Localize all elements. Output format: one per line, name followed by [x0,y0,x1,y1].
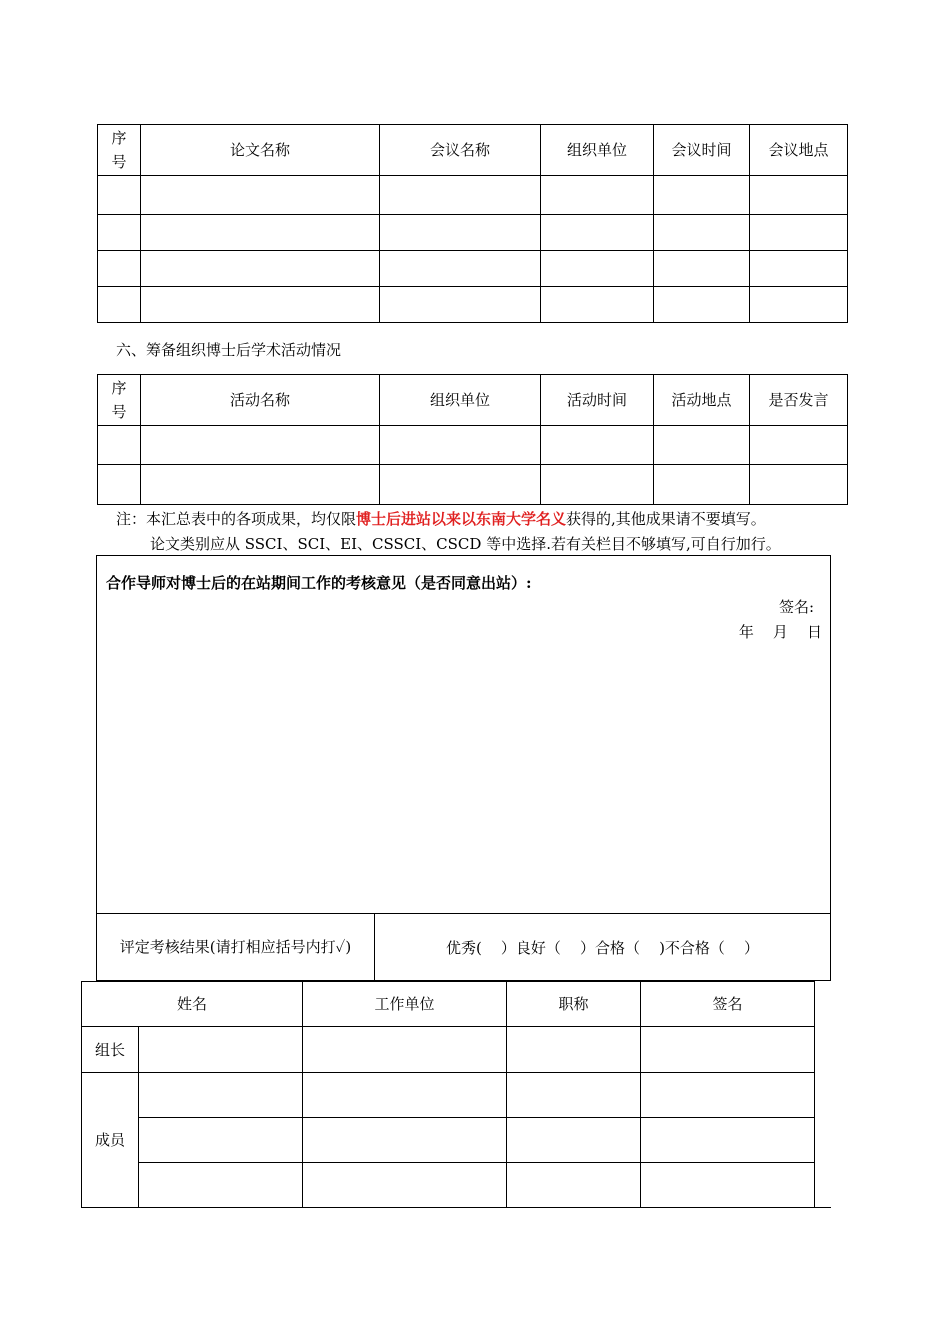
table-row [98,176,848,215]
header-title: 职称 [507,982,641,1027]
member-row [82,1118,815,1163]
result-options[interactable]: 优秀( ）良好（ ）合格（ )不合格（ ） [446,938,759,957]
table-cell[interactable] [641,1163,815,1208]
member-row [82,1073,815,1118]
table-cell[interactable] [98,215,141,251]
table-row [98,251,848,287]
table-cell[interactable] [98,251,141,287]
table-cell[interactable] [380,251,541,287]
header-seq: 序号 [98,375,141,426]
table-cell[interactable] [541,251,654,287]
papers-table [97,124,848,323]
header-signature: 签名 [641,982,815,1027]
table-cell[interactable] [641,1073,815,1118]
supervisor-title: 合作导师对博士后的在站期间工作的考核意见（是否同意出站）: [106,574,532,592]
table-cell[interactable] [380,215,541,251]
table-cell[interactable] [750,176,848,215]
leader-label: 组长 [82,1027,139,1073]
table-cell[interactable] [507,1073,641,1118]
table-cell[interactable] [507,1027,641,1073]
trailing-rule [815,1207,831,1208]
note-line-2: 论文类别应从 SSCI、SCI、EI、CSSCI、CSCD 等中选择.若有关栏目不够填写,可自行加行。 [150,535,781,553]
note-highlight: 博士后进站以来以东南大学名义 [356,510,567,528]
activities-header-row [98,375,848,426]
note-prefix: 注：本汇总表中的各项成果，均仅限 [116,510,357,528]
table-cell[interactable] [303,1163,507,1208]
table-cell[interactable] [654,176,750,215]
table-cell[interactable] [139,1027,303,1073]
header-conference-time: 会议时间 [654,125,750,176]
table-row [98,287,848,323]
table-cell[interactable] [654,465,750,505]
result-row [96,913,831,981]
note-line-1 [116,508,766,530]
table-cell[interactable] [141,251,380,287]
table-cell[interactable] [641,1118,815,1163]
date-label: 年 月 日 [738,623,822,641]
table-cell[interactable] [541,215,654,251]
section6-title: 六、筹备组织博士后学术活动情况 [116,341,342,359]
note-suffix: 获得的,其他成果请不要填写。 [566,510,766,528]
table-cell[interactable] [141,176,380,215]
header-organizer: 组织单位 [380,375,541,426]
table-cell[interactable] [750,465,848,505]
table-cell[interactable] [750,426,848,465]
table-cell[interactable] [654,426,750,465]
panel-header-row [82,982,815,1027]
header-paper-name: 论文名称 [141,125,380,176]
table-cell[interactable] [141,215,380,251]
header-activity-location: 活动地点 [654,375,750,426]
header-activity-name: 活动名称 [141,375,380,426]
table-row [98,465,848,505]
leader-row [82,1027,815,1073]
member-row [82,1163,815,1208]
header-name: 姓名 [82,982,303,1027]
table-cell[interactable] [139,1073,303,1118]
result-label: 评定考核结果(请打相应括号内打✓) [119,938,352,956]
table-cell[interactable] [380,176,541,215]
table-cell[interactable] [141,426,380,465]
table-row [98,426,848,465]
table-cell[interactable] [98,287,141,323]
table-row [98,215,848,251]
table-cell[interactable] [380,287,541,323]
panel-table [81,981,815,1208]
table-cell[interactable] [541,287,654,323]
header-organizer: 组织单位 [541,125,654,176]
table-cell[interactable] [380,465,541,505]
table-cell[interactable] [303,1073,507,1118]
supervisor-opinion-box[interactable] [96,555,831,914]
header-spoke: 是否发言 [750,375,848,426]
table-cell[interactable] [98,465,141,505]
table-cell[interactable] [141,465,380,505]
result-label-cell [97,914,375,980]
header-conference-location: 会议地点 [750,125,848,176]
table-cell[interactable] [98,176,141,215]
table-cell[interactable] [303,1118,507,1163]
table-cell[interactable] [139,1118,303,1163]
table-cell[interactable] [380,426,541,465]
header-work-unit: 工作单位 [303,982,507,1027]
table-cell[interactable] [541,176,654,215]
table-cell[interactable] [750,251,848,287]
header-conference-name: 会议名称 [380,125,541,176]
header-seq: 序号 [98,125,141,176]
table-cell[interactable] [507,1118,641,1163]
table-cell[interactable] [303,1027,507,1073]
table-cell[interactable] [507,1163,641,1208]
sign-label: 签名: [778,598,814,616]
table-cell[interactable] [541,465,654,505]
table-cell[interactable] [139,1163,303,1208]
member-label: 成员 [82,1073,139,1208]
table-cell[interactable] [750,287,848,323]
table-cell[interactable] [141,287,380,323]
table-cell[interactable] [641,1027,815,1073]
table-cell[interactable] [98,426,141,465]
table-cell[interactable] [750,215,848,251]
table-cell[interactable] [541,426,654,465]
table-cell[interactable] [654,287,750,323]
papers-header-row [98,125,848,176]
table-cell[interactable] [654,215,750,251]
header-activity-time: 活动时间 [541,375,654,426]
table-cell[interactable] [654,251,750,287]
activities-table [97,374,848,505]
